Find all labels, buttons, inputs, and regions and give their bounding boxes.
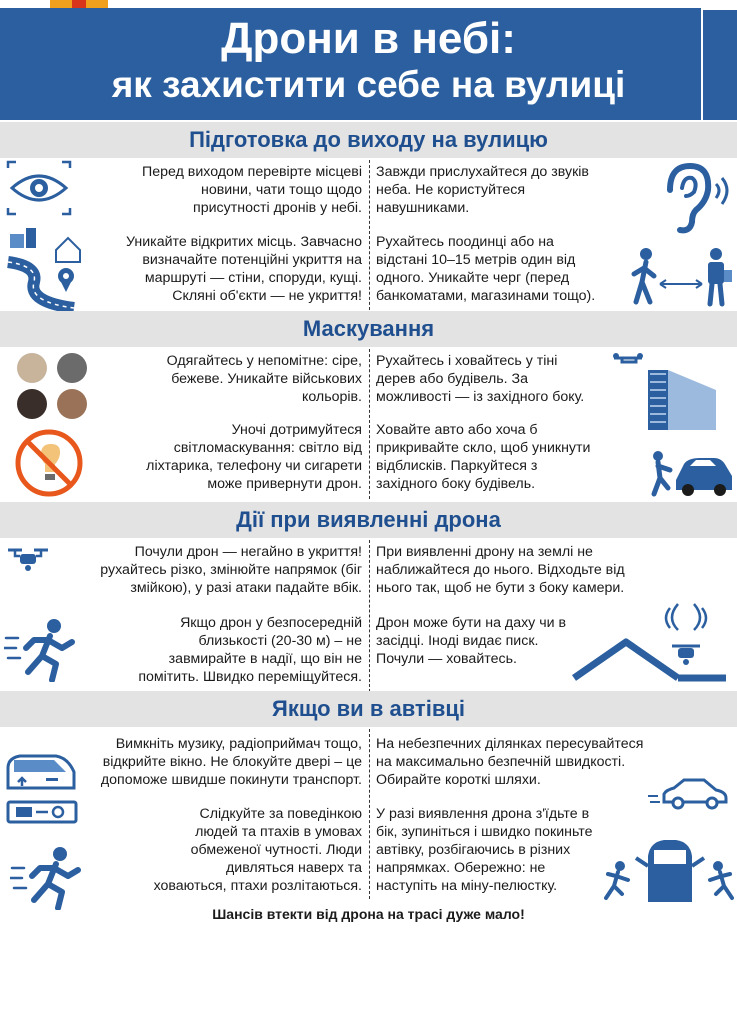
section-title: Якщо ви в автівці xyxy=(272,696,465,721)
no-light-icon xyxy=(14,428,84,498)
swatch-beige xyxy=(17,353,47,383)
tip-move-alone: Рухайтесь поодинці або на відстані 10–15 метрів один від одного. Уникайте черг (перед банкоматами, магазинами тощо). xyxy=(376,234,596,304)
section-heading-camouflage xyxy=(0,311,737,347)
column-divider xyxy=(369,349,370,499)
section-heading-in-car xyxy=(0,691,737,727)
swatch-brown xyxy=(57,389,87,419)
column-divider xyxy=(369,729,370,899)
section-title: Маскування xyxy=(302,316,435,341)
column-divider xyxy=(369,160,370,310)
section-title: Дії при виявленні дрона xyxy=(236,507,501,532)
tip-listen-sky: Завжди прислухайтеся до звуків неба. Не користуйтеся навушниками. xyxy=(376,164,589,216)
ear-icon xyxy=(656,162,732,234)
tip-hide-car: Ховайте авто або хоча б прикривайте скло, щоб уникнути відблисків. Паркуйтеся з західного боку будівель. xyxy=(376,422,591,492)
tip-watch-people-birds: Слідкуйте за поведінкою людей та птахів в умовах обмеженої чутності. Люди дивляться наверх та ховаються, птахи розлітаються. xyxy=(153,806,362,894)
section-heading-detection xyxy=(0,502,737,538)
car-speed-icon xyxy=(646,776,730,810)
route-map-icon xyxy=(4,222,84,312)
tip-drone-on-ground: При виявленні дрону на землі не наближайтеся до нього. Відходьте від нього так, щоб не бути з боку камери. xyxy=(376,544,625,596)
running-person-icon xyxy=(4,618,80,682)
house-drone-icon xyxy=(566,602,732,682)
footer-warning: Шансів втекти від дрона на трасі дуже мало! xyxy=(212,906,525,922)
car-door-window-icon xyxy=(6,754,76,790)
swatch-dark-brown xyxy=(17,389,47,419)
header-frame xyxy=(701,8,737,120)
person-hiding-car-icon xyxy=(644,432,734,498)
tip-inconspicuous-clothing: Одягайтесь у непомітне: сіре, бежеве. Уникайте військових кольорів. xyxy=(166,353,362,405)
running-person-icon-2 xyxy=(10,846,86,910)
tip-check-news: Перед виходом перевірте місцеві новини, чати тощо щодо присутності дронів у небі. xyxy=(142,164,362,216)
emblem-icon xyxy=(50,0,108,8)
header-banner xyxy=(0,8,737,120)
drone-shadow-building-icon xyxy=(612,350,730,430)
tip-heard-drone: Почули дрон — негайно в укриття! рухайтесь різко, змінюйте напрямок (біг змійкою), у разі атаки падайте вбік. xyxy=(100,544,362,596)
page-title: Дрони в небі: xyxy=(221,14,516,63)
section-heading-preparation xyxy=(0,122,737,158)
page-subtitle: як захистити себе на вулиці xyxy=(111,64,626,105)
tip-safe-speed: На небезпечних ділянках пересувайтеся на максимально безпечній швидкості. Обирайте короткі шляхи. xyxy=(376,736,644,788)
eye-icon xyxy=(6,160,72,216)
tip-turn-off-music: Вимкніть музику, радіоприймач тощо, відкрийте вікно. Не блокуйте двері – це допоможе швидше покинути транспорт. xyxy=(100,736,362,788)
car-radio-icon xyxy=(6,800,78,824)
drone-icon xyxy=(6,544,50,574)
tip-drone-on-roof: Дрон може бути на даху чи в засідці. Іноді видає писк. Почули — ховайтесь. xyxy=(376,615,567,667)
tip-drone-nearby: Якщо дрон у безпосередній близькості (20-30 м) – не завмирайте в надії, що він не помітить. Швидко переміщуйтеся. xyxy=(138,615,362,685)
top-strip xyxy=(0,0,737,8)
tip-leave-car: У разі виявлення дрона з'їдьте в бік, зупиніться і швидко покиньте автівку, розбігаючись в різних напрямках. Обережно: не наступіть на міну-пелюстку. xyxy=(376,806,593,894)
column-divider xyxy=(369,540,370,692)
section-title: Підготовка до виходу на вулицю xyxy=(189,127,548,152)
swatch-grey xyxy=(57,353,87,383)
car-escape-icon xyxy=(604,836,734,906)
distance-people-icon xyxy=(630,244,734,310)
tip-light-masking: Уночі дотримуйтеся світломаскування: світло від ліхтарика, телефону чи сигарети може привернути дрон. xyxy=(146,422,362,492)
tip-hide-in-shade: Рухайтесь і ховайтесь у тіні дерев або будівель. За можливості — із західного боку. xyxy=(376,353,585,405)
tip-avoid-open-places: Уникайте відкритих місць. Завчасно визначайте потенційні укриття на маршруті — стіни, споруди, кущі. Скляні об'єкти — не укриття! xyxy=(126,234,362,304)
clothing-swatches-icon xyxy=(14,352,92,420)
